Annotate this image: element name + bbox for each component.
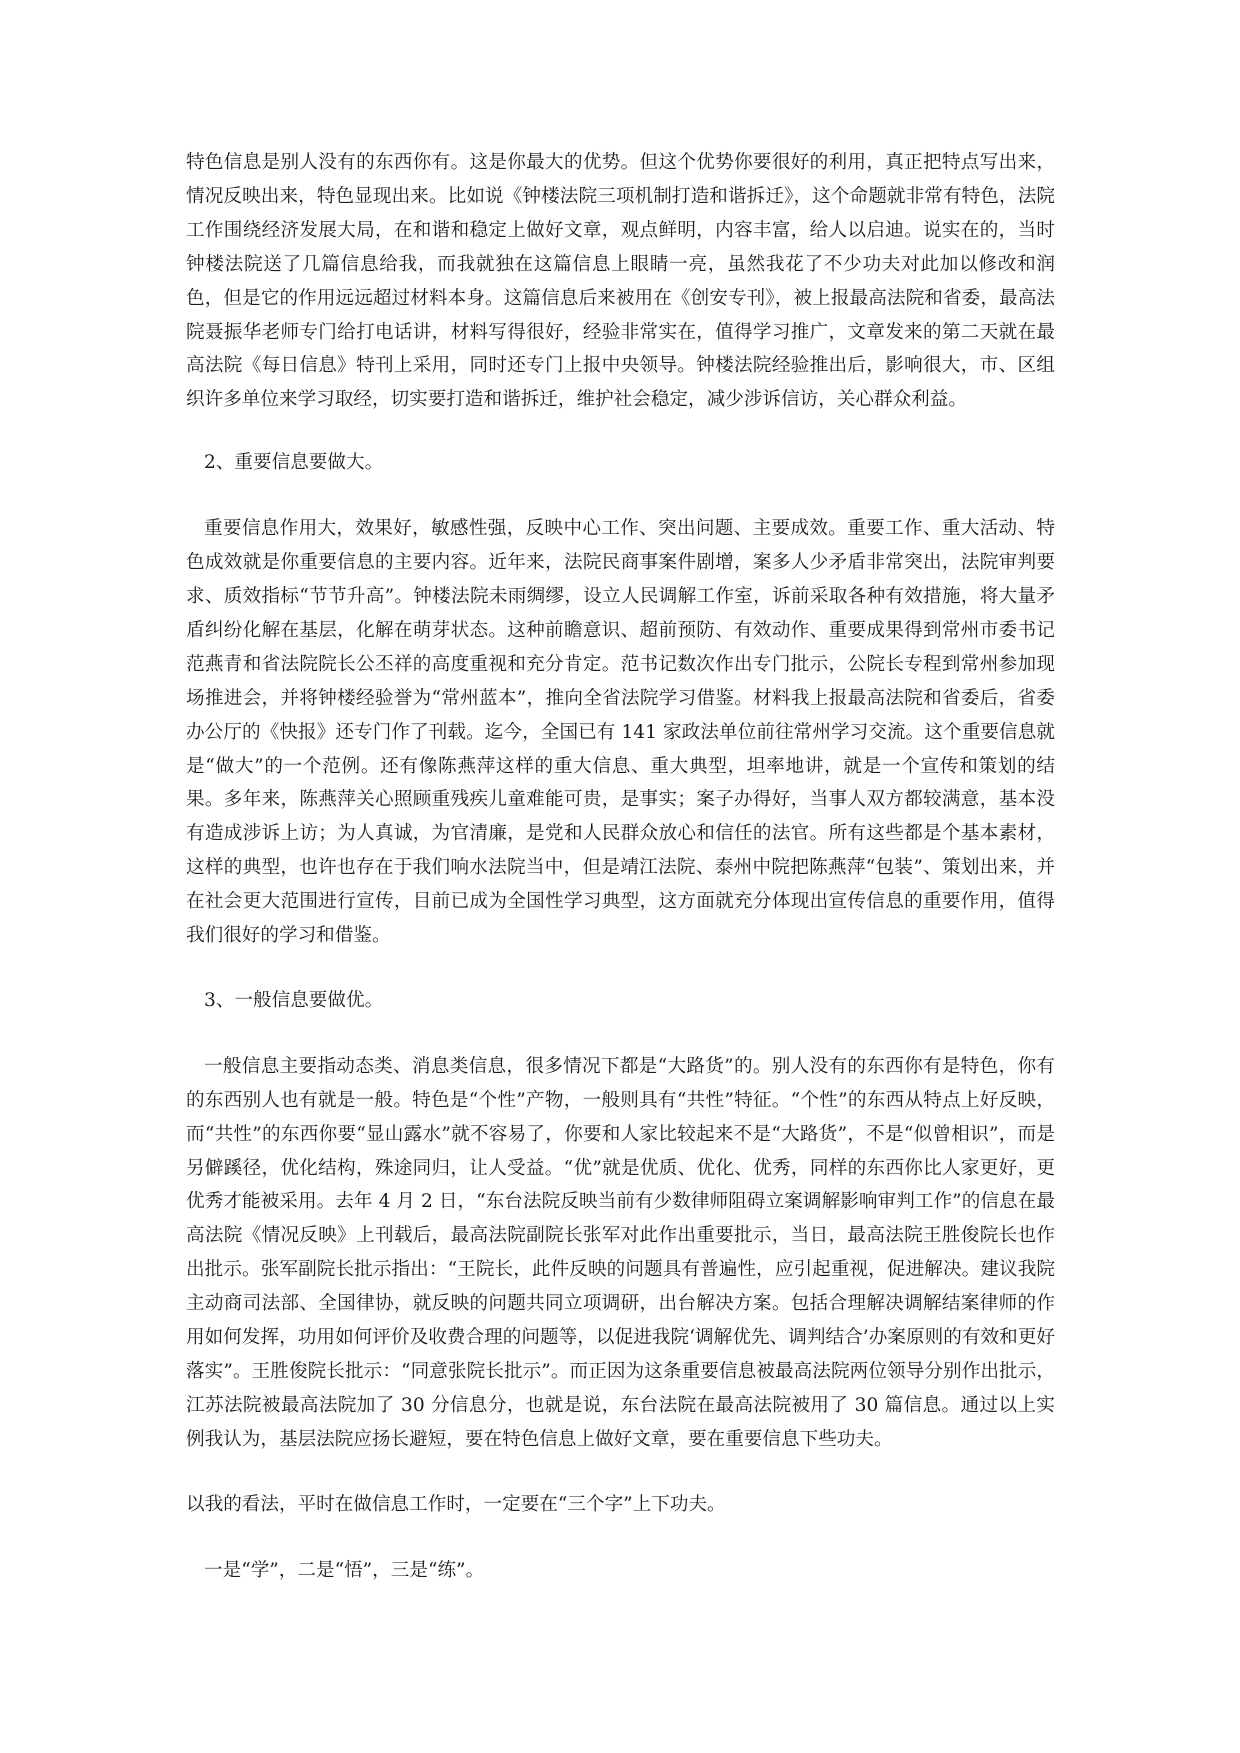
paragraph-general-info: 一般信息主要指动态类、消息类信息，很多情况下都是“大路货”的。别人没有的东西你有是特色，你有的东西别人也有就是一般。特色是“个性”产物，一般则具有“共性”特征。“个性”的东西从特点上好反映，而“共性”的东西你要“显山露水”就不容易了，你要和人家比较起来不是“大路货”，不是“似曾相识”，而是另僻蹊径，优化结构，殊途同归，让人受益。“优”就是优质、优化、优秀，同样的东西你比人家更好，更优秀才能被采用。去年 4 月 2 日，“东台法院反映当前有少数律师阻碍立案调解影响审判工作”的信息在最高法院《情况反映》上刊载后，最高法院副院长张军对此作出重要批示，当日，最高法院王胜俊院长也作出批示。张军副院长批示指出：“王院长，此件反映的问题具有普遍性，应引起重视，促进解决。建议我院主动商司法部、全国律协，就反映的问题共同立项调研，出台解决方案。包括合理解决调解结案律师的作用如何发挥，功用如何评价及收费合理的问题等，以促进我院‘调解优先、调判结合’办案原则的有效和更好落实”。王胜俊院长批示：“同意张院长批示”。而正因为这条重要信息被最高法院两位领导分别作出批示，江苏法院被最高法院加了 30 分信息分，也就是说，东台法院在最高法院被用了 30 篇信息。通过以上实例我认为，基层法院应扬长避短，要在特色信息上做好文章，要在重要信息下些功夫。 bbox=[186, 1055, 1055, 1450]
paragraph-spacer bbox=[186, 1522, 1055, 1554]
paragraph-spacer bbox=[186, 480, 1055, 512]
paragraph-important-info: 重要信息作用大，效果好，敏感性强，反映中心工作、突出问题、主要成效。重要工作、重大活动、特色成效就是你重要信息的主要内容。近年来，法院民商事案件剧增，案多人少矛盾非常突出，法院审判要求、质效指标“节节升高”。钟楼法院未雨绸缪，设立人民调解工作室，诉前采取各种有效措施，将大量矛盾纠纷化解在基层，化解在萌芽状态。这种前瞻意识、超前预防、有效动作、重要成果得到常州市委书记范燕青和省法院院长公丕祥的高度重视和充分肯定。范书记数次作出专门批示，公院长专程到常州参加现场推进会，并将钟楼经验誉为“常州蓝本”，推向全省法院学习借鉴。材料我上报最高法院和省委后，省委办公厅的《快报》还专门作了刊载。迄今，全国已有 141 家政法单位前往常州学习交流。这个重要信息就是“做大”的一个范例。还有像陈燕萍这样的重大信息、重大典型，坦率地讲，就是一个宣传和策划的结果。多年来，陈燕萍关心照顾重残疾儿童难能可贵，是事实；案子办得好，当事人双方都较满意，基本没有造成涉诉上访；为人真诚，为官清廉，是党和人民群众放心和信任的法官。所有这些都是个基本素材，这样的典型，也许也存在于我们响水法院当中，但是靖江法院、泰州中院把陈燕萍“包装”、策划出来，并在社会更大范围进行宣传，目前已成为全国性学习典型，这方面就充分体现出宣传信息的重要作用，值得我们很好的学习和借鉴。 bbox=[186, 518, 1055, 947]
document-body bbox=[186, 146, 1055, 1588]
paragraph-spacer bbox=[186, 953, 1055, 984]
paragraph-three-words: 以我的看法，平时在做信息工作时，一定要在“三个字”上下功夫。 bbox=[186, 1493, 726, 1515]
paragraph-spacer bbox=[186, 1457, 1055, 1488]
section-heading-general-info: 3、一般信息要做优。 bbox=[204, 989, 384, 1011]
paragraph-spacer bbox=[186, 1018, 1055, 1050]
paragraph-spacer bbox=[186, 417, 1055, 446]
section-heading-important-info: 2、重要信息要做大。 bbox=[204, 452, 384, 474]
paragraph-special-info: 特色信息是别人没有的东西你有。这是你最大的优势。但这个优势你要很好的利用，真正把特点写出来，情况反映出来，特色显现出来。比如说《钟楼法院三项机制打造和谐拆迁》，这个命题就非常有特色，法院工作围绕经济发展大局，在和谐和稳定上做好文章，观点鲜明，内容丰富，给人以启迪。说实在的，当时钟楼法院送了几篇信息给我，而我就独在这篇信息上眼睛一亮，虽然我花了不少功夫对此加以修改和润色，但是它的作用远远超过材料本身。这篇信息后来被用在《创安专刊》，被上报最高法院和省委，最高法院聂振华老师专门给打电话讲，材料写得很好，经验非常实在，值得学习推广，文章发来的第二天就在最高法院《每日信息》特刊上采用，同时还专门上报中央领导。钟楼法院经验推出后，影响很大，市、区组织许多单位来学习取经，切实要打造和谐拆迁，维护社会稳定，减少涉诉信访，关心群众利益。 bbox=[186, 152, 1055, 411]
paragraph-learn-understand-practice: 一是“学”，二是“悟”，三是“练”。 bbox=[204, 1559, 485, 1581]
